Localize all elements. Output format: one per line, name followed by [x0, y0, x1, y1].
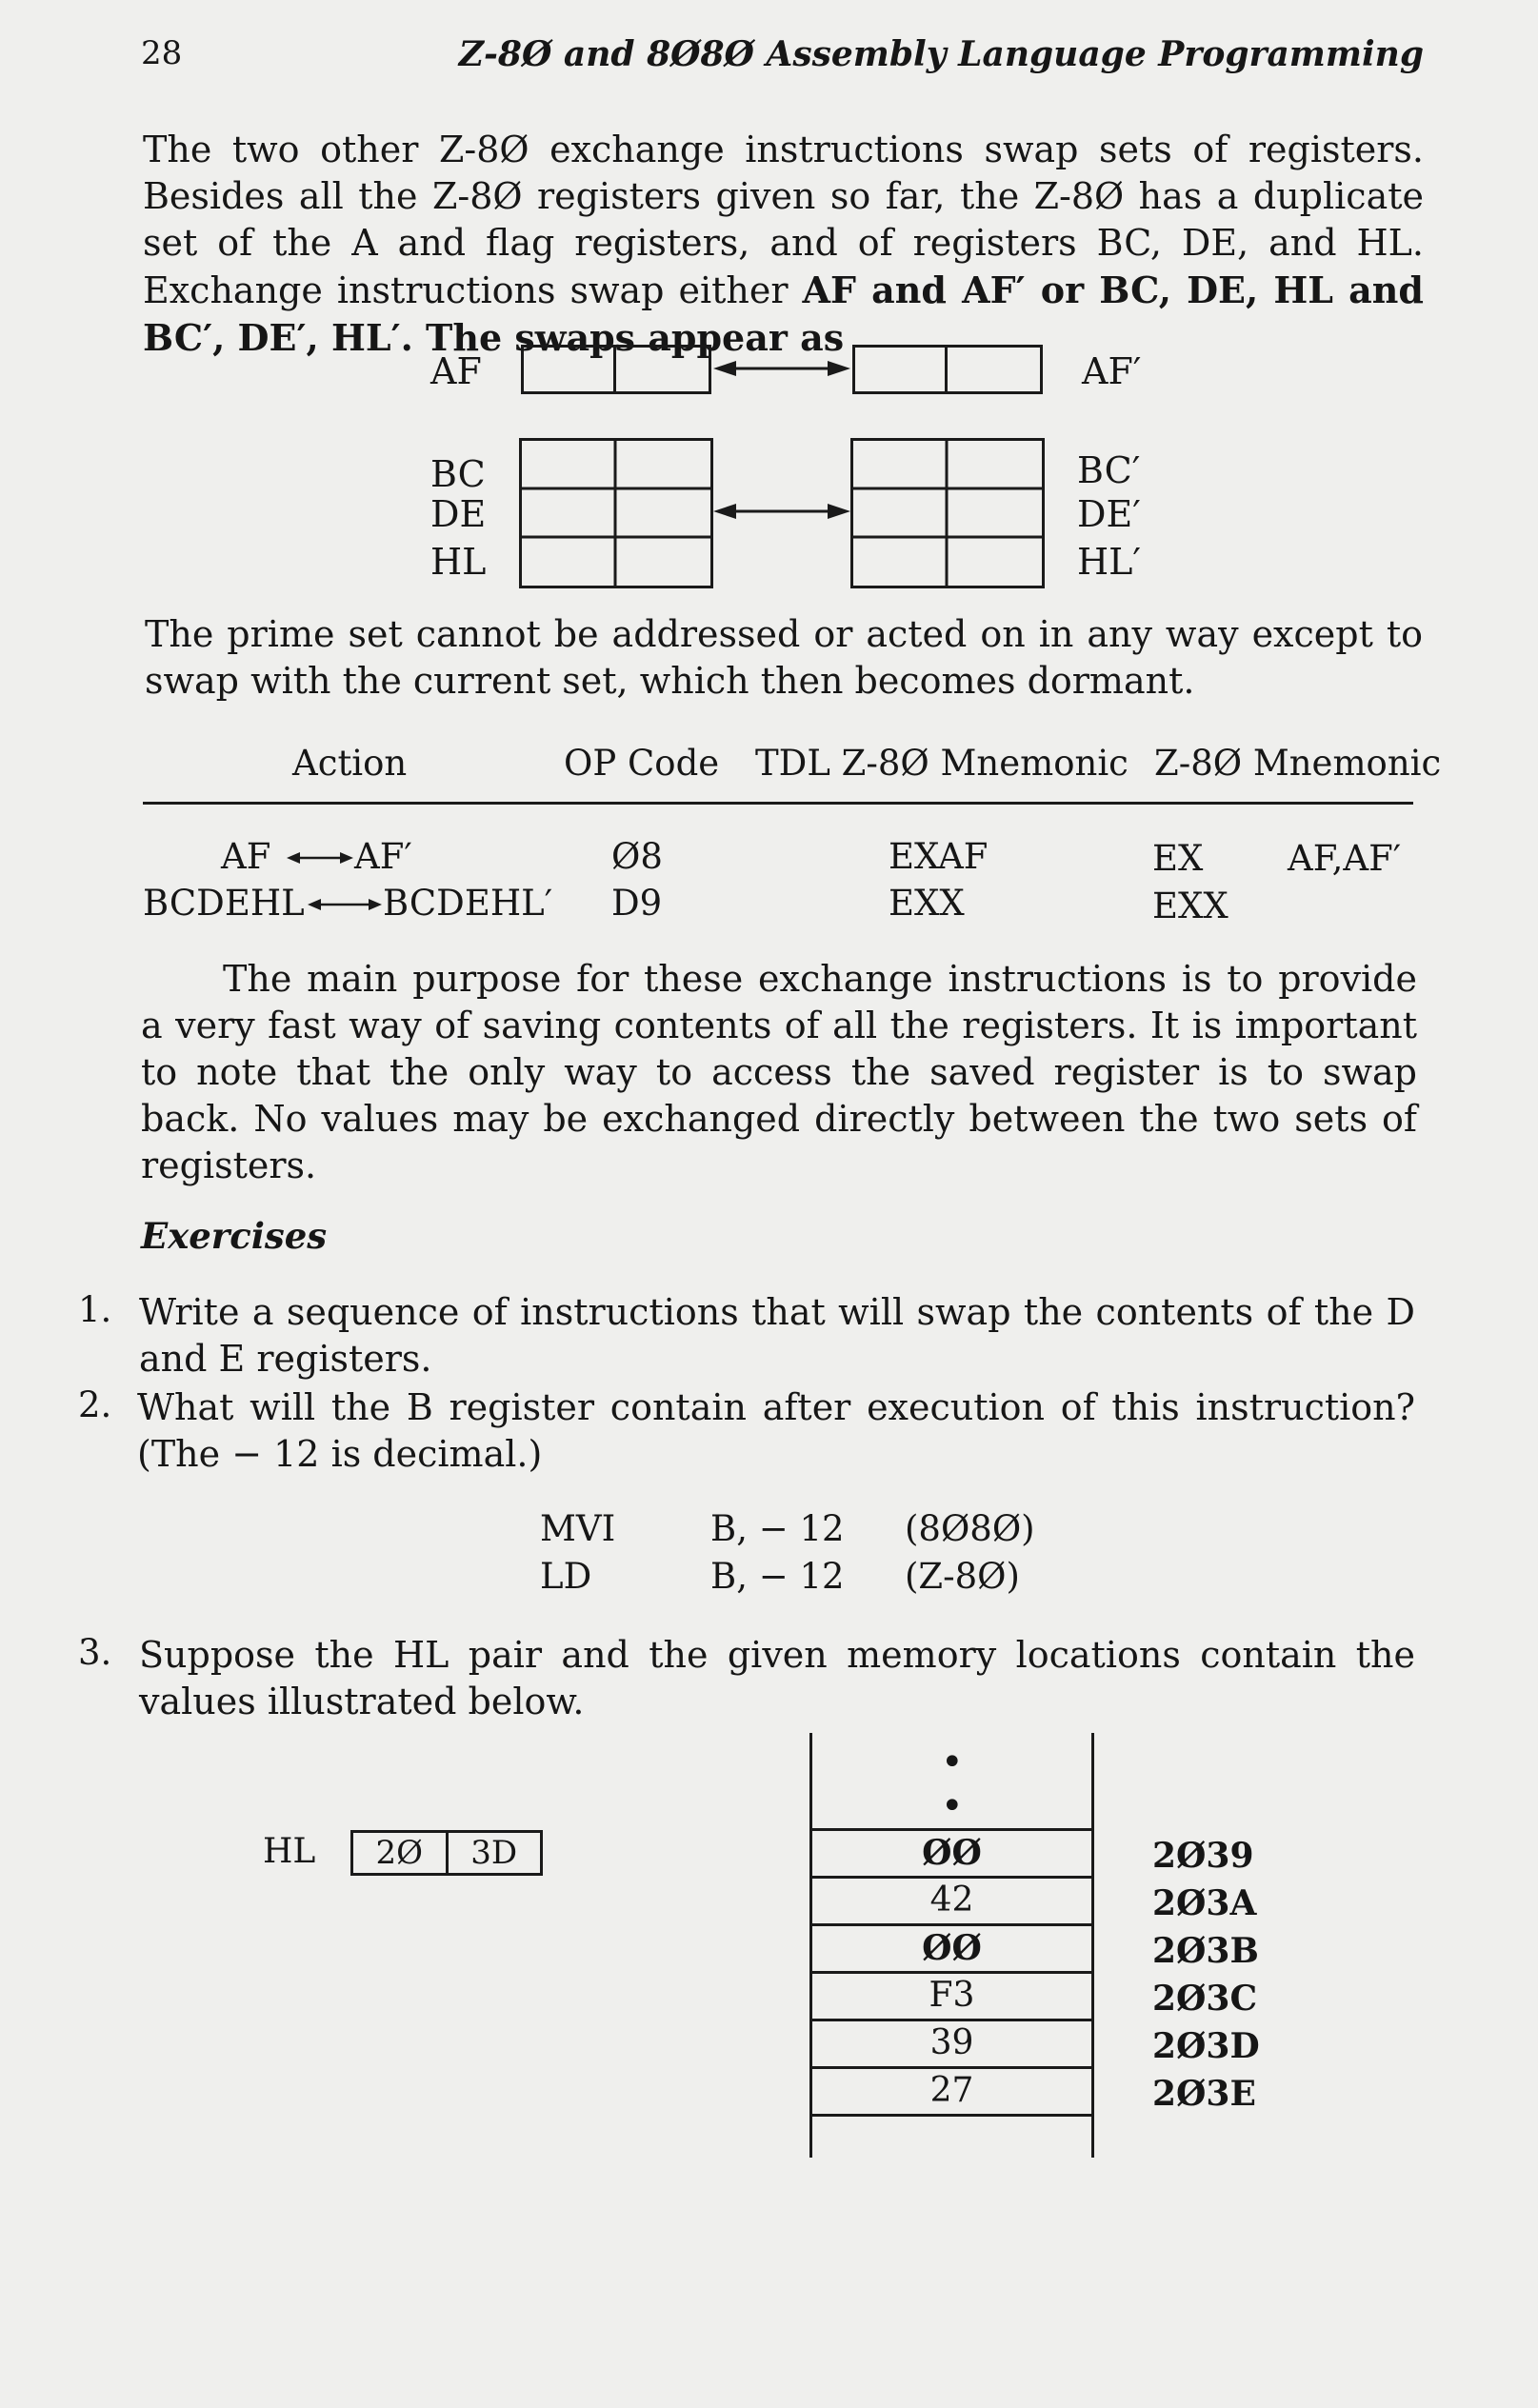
header-tdl-mnemonic: TDL Z-8Ø Mnemonic — [755, 743, 1129, 784]
memory-row-divider — [811, 2114, 1092, 2117]
memory-cell: 42 — [811, 1876, 1092, 1923]
running-title: Z-8Ø and 8Ø8Ø Assembly Language Programming — [458, 34, 1424, 74]
de-label: DE — [430, 493, 487, 535]
swap-arrow-icon — [307, 894, 383, 915]
page-number: 28 — [141, 34, 183, 72]
memory-address: 2Ø3A — [1152, 1883, 1257, 1923]
memory-cell: 27 — [811, 2066, 1092, 2114]
memory-cell: F3 — [811, 1971, 1092, 2019]
intro-paragraph — [143, 127, 1424, 362]
exercise-3-text: Suppose the HL pair and the given memory locations contain the values illustrated below. — [139, 1634, 1415, 1722]
memory-cell: ØØ — [811, 1828, 1092, 1876]
memory-address: 2Ø3D — [1152, 2026, 1260, 2066]
continuation-dot: • — [941, 1741, 964, 1784]
row-action-left: AF — [221, 836, 271, 877]
memory-address: 2Ø3C — [1152, 1979, 1258, 2019]
row-action-right: AF′ — [354, 836, 412, 877]
hl-low-byte: 3D — [470, 1834, 518, 1872]
memory-cell: ØØ — [811, 1923, 1092, 1971]
row-tdl: EXAF — [889, 836, 989, 877]
purpose-paragraph: The main purpose for these exchange instructions is to provide a very fast way of saving contents of all the registers. It is important to note that the only way to access the saved register is to swap back. No values may be exchanged directly between the two sets of registers. — [141, 958, 1417, 1186]
row-opcode: D9 — [611, 883, 663, 924]
hl-register-box — [350, 1830, 543, 1876]
row-z80-op: EX — [1152, 838, 1204, 879]
row-z80-op: EXX — [1152, 886, 1228, 926]
exercises-heading: Exercises — [141, 1215, 328, 1257]
memory-address: 2Ø39 — [1152, 1836, 1254, 1876]
memory-address: 2Ø3E — [1152, 2074, 1256, 2114]
exercise-2-text: What will the B register contain after execution of this instruction? (The − 12 is decimal.) — [137, 1386, 1415, 1475]
af-prime-register-box — [852, 345, 1043, 394]
row-tdl: EXX — [889, 883, 965, 924]
row-action-right: BCDEHL′ — [383, 883, 553, 924]
exercise-3-number: 3. — [78, 1632, 112, 1673]
af-label: AF — [430, 350, 482, 392]
row-opcode: Ø8 — [611, 836, 663, 877]
bc-prime-label: BC′ — [1077, 449, 1141, 491]
row-z80-arg: AF,AF′ — [1288, 838, 1402, 879]
row-action-left: BCDEHL — [143, 883, 305, 924]
hl-high-byte: 2Ø — [353, 1833, 449, 1873]
code-arg: B, − 12 — [710, 1508, 845, 1549]
de-prime-label: DE′ — [1077, 493, 1141, 535]
code-note: (8Ø8Ø) — [905, 1508, 1035, 1549]
intro-text: The two other Z-8Ø exchange instructions swap sets of registers. Besides all the Z-8Ø registers given so far, the Z-8Ø has a duplicate set of the A and flag registers, and of registers BC, DE, and HL. Exchange instructions swap either — [143, 129, 1424, 311]
bcdehl-register-box — [519, 438, 713, 588]
hl-prime-label: HL′ — [1077, 541, 1142, 583]
code-op: LD — [540, 1556, 592, 1597]
bcdehl-swap-arrow — [711, 497, 852, 526]
swap-arrow-icon — [286, 847, 354, 868]
table-row — [0, 883, 1538, 930]
table-rule — [143, 802, 1413, 805]
exercise-1-text: Write a sequence of instructions that will swap the contents of the D and E registers. — [139, 1291, 1415, 1380]
continuation-dot: • — [941, 1784, 964, 1828]
code-note: (Z-8Ø) — [905, 1556, 1020, 1597]
header-opcode: OP Code — [564, 743, 720, 784]
intro-bold-text: AF and AF′ or BC, DE, HL and BC′, DE′, HL′. The swaps appear as — [143, 269, 1424, 359]
code-arg: B, − 12 — [710, 1556, 845, 1597]
table-row — [0, 836, 1538, 884]
af-swap-arrow — [711, 354, 852, 383]
header-z80-mnemonic: Z-8Ø Mnemonic — [1154, 743, 1442, 784]
bcdehl-prime-register-box — [850, 438, 1045, 588]
exercise-1-number: 1. — [78, 1289, 112, 1330]
exercise-2-number: 2. — [78, 1384, 112, 1425]
hl-register-label: HL — [263, 1832, 316, 1871]
hl-label: HL — [430, 541, 487, 583]
memory-cell: 39 — [811, 2019, 1092, 2066]
prime-set-paragraph: The prime set cannot be addressed or acted on in any way except to swap with the current set, which then becomes dormant. — [145, 613, 1423, 702]
header-action: Action — [292, 743, 408, 784]
memory-address: 2Ø3B — [1152, 1931, 1259, 1971]
af-prime-label: AF′ — [1082, 350, 1142, 392]
af-register-box — [521, 345, 711, 394]
code-op: MVI — [540, 1508, 616, 1549]
bc-label: BC — [430, 453, 486, 495]
